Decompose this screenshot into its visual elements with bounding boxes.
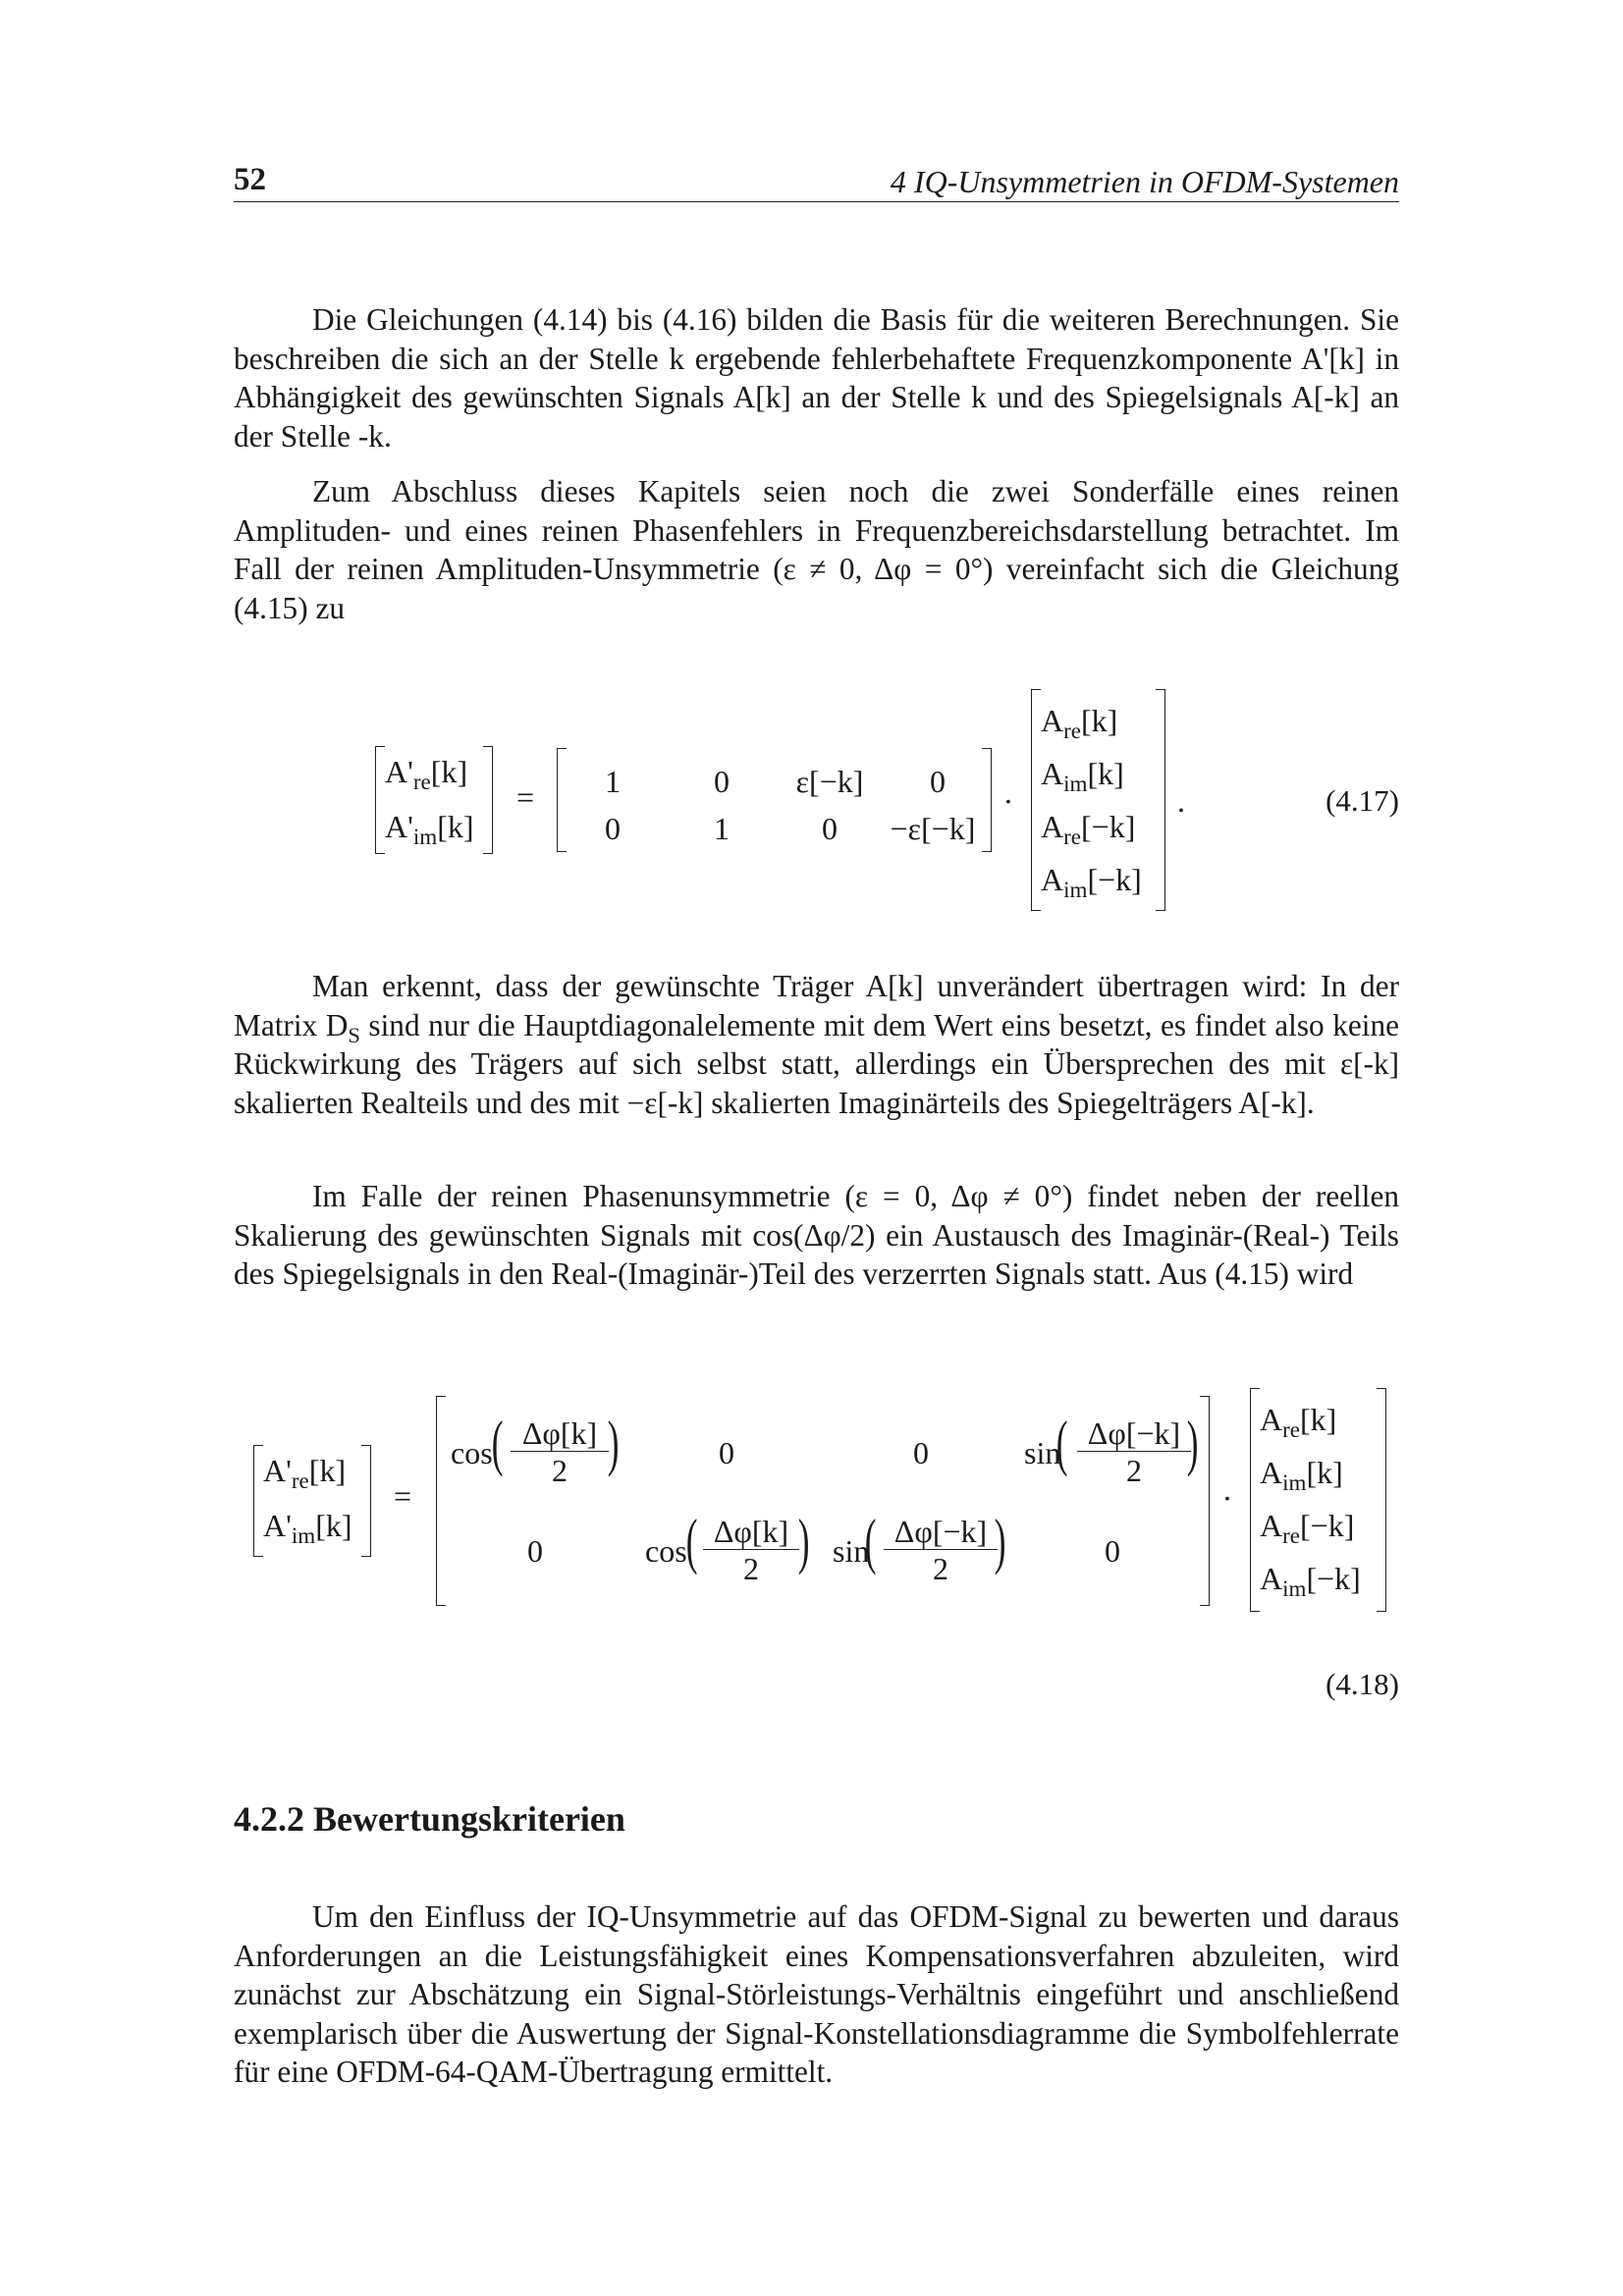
rhs-a-re-mk: $A_{re}[-k]$ [1041,809,1136,849]
fraction-dphi-k: $\frac{\Delta\varphi[k]}{2}$ [511,1417,609,1486]
matrix-cell: ε[−k] [795,764,864,799]
equation-4-18: $A'_{re}[k]$ $A'_{im}[k]$ = cos ( $\frac{\Delta\varphi[k]}{2}$ ) 0 0 sin ( $\frac{\Delta\varphi[-k]}{2}$ ) 0 cos ( $\frac{\Delta\varphi[k]}{2}$ ) sin ( $\frac{\Delta\varphi[-k]}{2}$ ) 0 · $A_{re}[k]$ $A_{im}[k]$ $A_{re}[-k]$ $A_{im}[-k]$ (4.18) [0,1384,1623,1708]
sin-label: sin [833,1533,870,1569]
matrix-cell: 1 [714,811,730,846]
matrix-cell: 1 [605,764,621,799]
sin-label: sin [1024,1435,1061,1470]
equation-4-17 [0,687,1623,923]
equation-number: (4.18) [1325,1667,1399,1701]
matrix-cell: 0 [714,764,730,799]
page-header [234,162,1399,202]
rhs-a-im-mk: $A_{im}[-k]$ [1041,862,1142,902]
chapter-title: 4 IQ-Unsymmetrien in OFDM-Systemen [890,164,1399,199]
matrix-cell: 0 [930,764,946,799]
section-heading: 4.2.2 Bewertungskriterien [234,1799,625,1839]
rhs-a-im-k: $A_{im}[k]$ [1260,1455,1343,1495]
period: . [1177,783,1185,819]
equation-number: (4.17) [1325,783,1399,818]
equals-sign: = [393,1478,412,1514]
lhs-re: $A'_{re}[k]$ [385,754,468,794]
matrix-cell: 0 [719,1435,734,1470]
fraction-dphi-mk: $\frac{\Delta\varphi[-k]}{2}$ [884,1516,998,1584]
cos-label: cos [645,1533,687,1569]
matrix-cell: 0 [1105,1533,1120,1569]
paragraph-4: Im Falle der reinen Phasenunsymmetrie (ε = 0, Δφ ≠ 0°) findet neben der reellen Skalierung des gewünschten Signals mit cos(Δφ/2) ein Austausch des Imaginär-(Real-) Teils des Spiegelsignals in den Real-(Imaginär-)Teil des verzerrten Signals statt. Aus (4.15) wird [234,1179,1399,1291]
matrix-cell: 0 [527,1533,543,1569]
multiply-dot: · [1221,1480,1233,1516]
cos-label: cos [451,1435,493,1470]
matrix-cell: 0 [605,811,621,846]
matrix-cell: −ε[−k] [890,811,976,846]
equals-sign: = [515,779,535,815]
fraction-dphi-k: $\frac{\Delta\varphi[k]}{2}$ [703,1516,799,1584]
rhs-a-re-k: $A_{re}[k]$ [1260,1402,1337,1442]
rhs-a-re-mk: $A_{re}[-k]$ [1260,1508,1355,1548]
lhs-re: $A'_{re}[k]$ [263,1453,347,1493]
rhs-a-im-mk: $A_{im}[-k]$ [1260,1561,1361,1601]
page-number: 52 [234,162,266,197]
matrix-cell: 0 [822,811,838,846]
paragraph-3: Man erkennt, dass der gewünschte Träger A[k] unverändert übertragen wird: In der Matrix $D_S$ sind nur die Hauptdiagonalelemente mit dem Wert eins besetzt, es findet also keine Rückwirkung des Trägers auf sich selbst statt, allerdings ein Übersprechen des mit ε[-k] skalierten Realteils und des mit −ε[-k] skalierten Imaginärteils des Spiegelträgers A[-k]. [234,969,1399,1120]
matrix-cell: 0 [913,1435,929,1470]
lhs-im: $A'_{im}[k]$ [263,1508,352,1548]
paragraph-2: Zum Abschluss dieses Kapitels seien noch die zwei Sonderfälle eines reinen Amplituden- und eines reinen Phasenfehlers in Frequenzbereichsdarstellung betrachtet. Im Fall der reinen Amplituden-Unsymmetrie (ε ≠ 0, Δφ = 0°) vereinfacht sich die Gleichung (4.15) zu [234,474,1399,625]
multiply-dot: · [1002,783,1014,819]
fraction-dphi-mk: $\frac{\Delta\varphi[-k]}{2}$ [1077,1417,1191,1486]
rhs-a-im-k: $A_{im}[k]$ [1041,756,1124,796]
paragraph-1: Die Gleichungen (4.14) bis (4.16) bilden die Basis für die weiteren Berechnungen. Sie beschreiben die sich an der Stelle k ergebende fehlerbehaftete Frequenzkomponente A'[k] in Abhängigkeit des gewünschten Signals A[k] an der Stelle k und des Spiegelsignals A[-k] an der Stelle -k. [234,302,1399,454]
rhs-a-re-k: $A_{re}[k]$ [1041,703,1118,743]
lhs-im: $A'_{im}[k]$ [385,809,474,849]
paragraph-5: Um den Einfluss der IQ-Unsymmetrie auf das OFDM-Signal zu bewerten und daraus Anforderungen an die Leistungsfähigkeit eines Kompensationsverfahren abzuleiten, wird zunächst zur Abschätzung ein Signal-Störleistungs-Verhältnis eingeführt und anschließend exemplarisch über die Auswertung der Signal-Konstellationsdiagramme die Symbolfehlerrate für eine OFDM-64-QAM-Übertragung ermittelt. [234,1899,1399,2089]
